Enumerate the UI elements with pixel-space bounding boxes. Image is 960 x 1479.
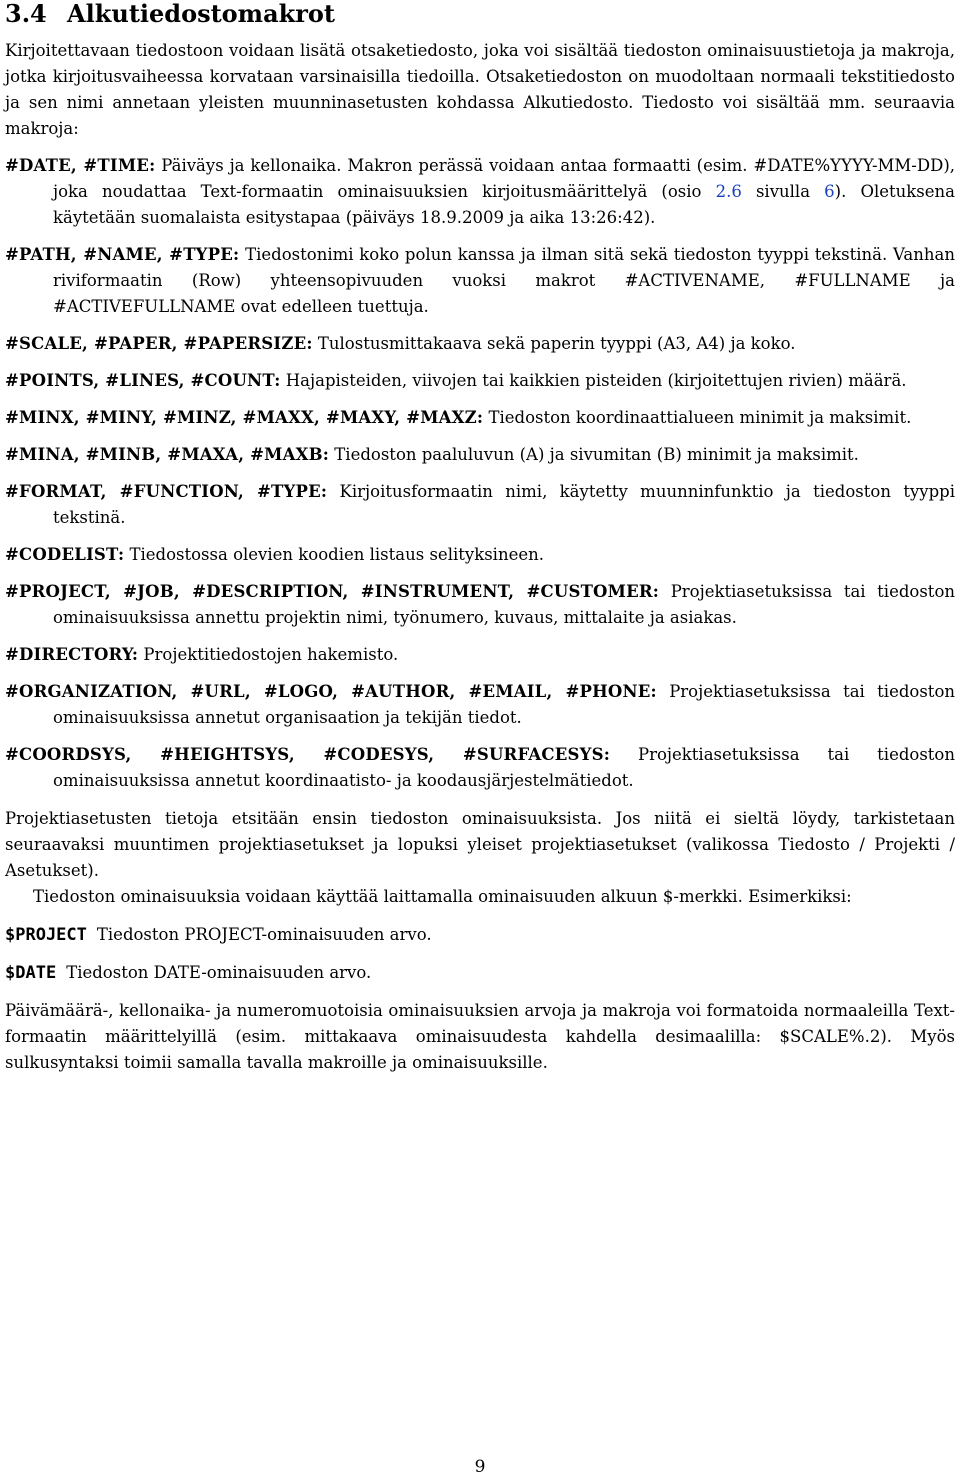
macro-term: #COORDSYS, #HEIGHTSYS, #CODESYS, #SURFACESYS: bbox=[5, 745, 611, 764]
macro-term: #PATH, #NAME, #TYPE: bbox=[5, 245, 240, 264]
macro-description: Projektitiedostojen hakemisto. bbox=[143, 645, 399, 664]
formatting-paragraph: Päivämäärä-, kellonaika- ja numeromuotoisia ominaisuuksien arvoja ja makroja voi formatoida normaaleilla Text-formaatin määrittelyillä (esim. mittakaava ominaisuudesta kahdella desimaalilla: $SCALE%.2). Myös sulkusyntaksi toimii samalla tavalla makroille ja ominaisuuksille. bbox=[5, 1001, 955, 1072]
section-title: Alkutiedostomakrot bbox=[67, 0, 335, 28]
property-name: $DATE bbox=[5, 963, 57, 983]
macro-term: #SCALE, #PAPER, #PAPERSIZE: bbox=[5, 334, 313, 353]
properties-paragraph: Tiedoston ominaisuuksia voidaan käyttää laittamalla ominaisuuden alkuun $-merkki. Esimerkiksi: bbox=[33, 887, 852, 906]
macro-description: Projektiasetuksissa tai tiedoston ominaisuuksissa annettu projektin nimi, työnumero, kuvaus, mittalaite ja asiakas. bbox=[53, 582, 956, 627]
macro-term: #MINX, #MINY, #MINZ, #MAXX, #MAXY, #MAXZ: bbox=[5, 408, 484, 427]
macro-minab bbox=[5, 442, 955, 468]
macro-description: Tiedoston koordinaattialueen minimit ja maksimit. bbox=[488, 408, 912, 427]
macro-term: #MINA, #MINB, #MAXA, #MAXB: bbox=[5, 445, 330, 464]
document-page bbox=[5, 0, 955, 1076]
macro-project bbox=[5, 579, 955, 631]
macro-minmax bbox=[5, 405, 955, 431]
macro-term: #DIRECTORY: bbox=[5, 645, 139, 664]
section-reference-link[interactable]: 2.6 bbox=[715, 182, 742, 201]
macro-format bbox=[5, 479, 955, 531]
macro-description: Tiedoston paaluluvun (A) ja sivumitan (B) minimit ja maksimit. bbox=[334, 445, 859, 464]
macro-scale bbox=[5, 331, 955, 357]
macro-directory bbox=[5, 642, 955, 668]
macro-term: #POINTS, #LINES, #COUNT: bbox=[5, 371, 281, 390]
macro-term: #PROJECT, #JOB, #DESCRIPTION, #INSTRUMENT, #CUSTOMER: bbox=[5, 582, 660, 601]
macro-description: Päiväys ja kellonaika. Makron perässä voidaan antaa formaatti (esim. #DATE%YYYY-MM-DD), joka noudattaa Text-formaatin ominaisuuksien kirjoitusmäärittelyä (osio bbox=[53, 156, 956, 201]
page-number: 9 bbox=[474, 1457, 486, 1477]
macro-description: Projektiasetuksissa tai tiedoston ominaisuuksissa annetut organisaation ja tekijän tiedot. bbox=[53, 682, 956, 727]
property-name: $PROJECT bbox=[5, 925, 87, 945]
intro-paragraph: Kirjoitettavaan tiedostoon voidaan lisätä otsaketiedosto, joka voi sisältää tiedoston ominaisuustietoja ja makroja, jotka kirjoitusvaiheessa korvataan varsinaisilla tiedoilla. Otsaketiedoston on muodoltaan normaali tekstitiedosto ja sen nimi annetaan yleisten muunninasetusten kohdassa Alkutiedosto. Tiedosto voi sisältää mm. seuraavia makroja: bbox=[5, 41, 955, 138]
macro-description: Projektiasetuksissa tai tiedoston ominaisuuksissa annetut koordinaatisto- ja koodausjärjestelmätiedot. bbox=[53, 745, 955, 790]
property-description: Tiedoston DATE-ominaisuuden arvo. bbox=[66, 963, 372, 982]
macro-term: #FORMAT, #FUNCTION, #TYPE: bbox=[5, 482, 328, 501]
macro-description: Hajapisteiden, viivojen tai kaikkien pisteiden (kirjoitettujen rivien) määrä. bbox=[285, 371, 907, 390]
property-project bbox=[5, 922, 955, 948]
macro-points bbox=[5, 368, 955, 394]
macro-coordsys bbox=[5, 742, 955, 794]
macro-description: Kirjoitusformaatin nimi, käytetty muunninfunktio ja tiedoston tyyppi tekstinä. bbox=[53, 482, 955, 527]
macro-date-time bbox=[5, 153, 955, 231]
macro-term: #DATE, #TIME: bbox=[5, 156, 156, 175]
page-reference-link[interactable]: 6 bbox=[824, 182, 835, 201]
macro-term: #CODELIST: bbox=[5, 545, 125, 564]
macro-term: #ORGANIZATION, #URL, #LOGO, #AUTHOR, #EMAIL, #PHONE: bbox=[5, 682, 657, 701]
property-description: Tiedoston PROJECT-ominaisuuden arvo. bbox=[96, 925, 432, 944]
macro-description: Tulostusmittakaava sekä paperin tyyppi (A3, A4) ja koko. bbox=[317, 334, 796, 353]
link-separator-text: sivulla bbox=[741, 182, 825, 201]
section-number: 3.4 bbox=[5, 0, 47, 28]
macro-organization bbox=[5, 679, 955, 731]
macro-codelist bbox=[5, 542, 955, 568]
macro-description: Tiedostonimi koko polun kanssa ja ilman sitä sekä tiedoston tyyppi tekstinä. Vanhan riviformaatin (Row) yhteensopivuuden vuoksi makrot #ACTIVENAME, #FULLNAME ja #ACTIVEFULLNAME ovat edelleen tuettuja. bbox=[53, 245, 955, 316]
macro-description-end: ). Oletuksena käytetään suomalaista esitystapaa (päiväys 18.9.2009 ja aika 13:26:42). bbox=[53, 182, 955, 227]
macro-description: Tiedostossa olevien koodien listaus selityksineen. bbox=[129, 545, 544, 564]
property-date bbox=[5, 960, 955, 986]
section-heading bbox=[5, 0, 955, 28]
project-settings-paragraph: Projektiasetusten tietoja etsitään ensin tiedoston ominaisuuksista. Jos niitä ei sieltä löydy, tarkistetaan seuraavaksi muuntimen projektiasetukset ja lopuksi yleiset projektiasetukset (valikossa Tiedosto / Projekti / Asetukset). bbox=[5, 809, 955, 880]
macro-path bbox=[5, 242, 955, 320]
